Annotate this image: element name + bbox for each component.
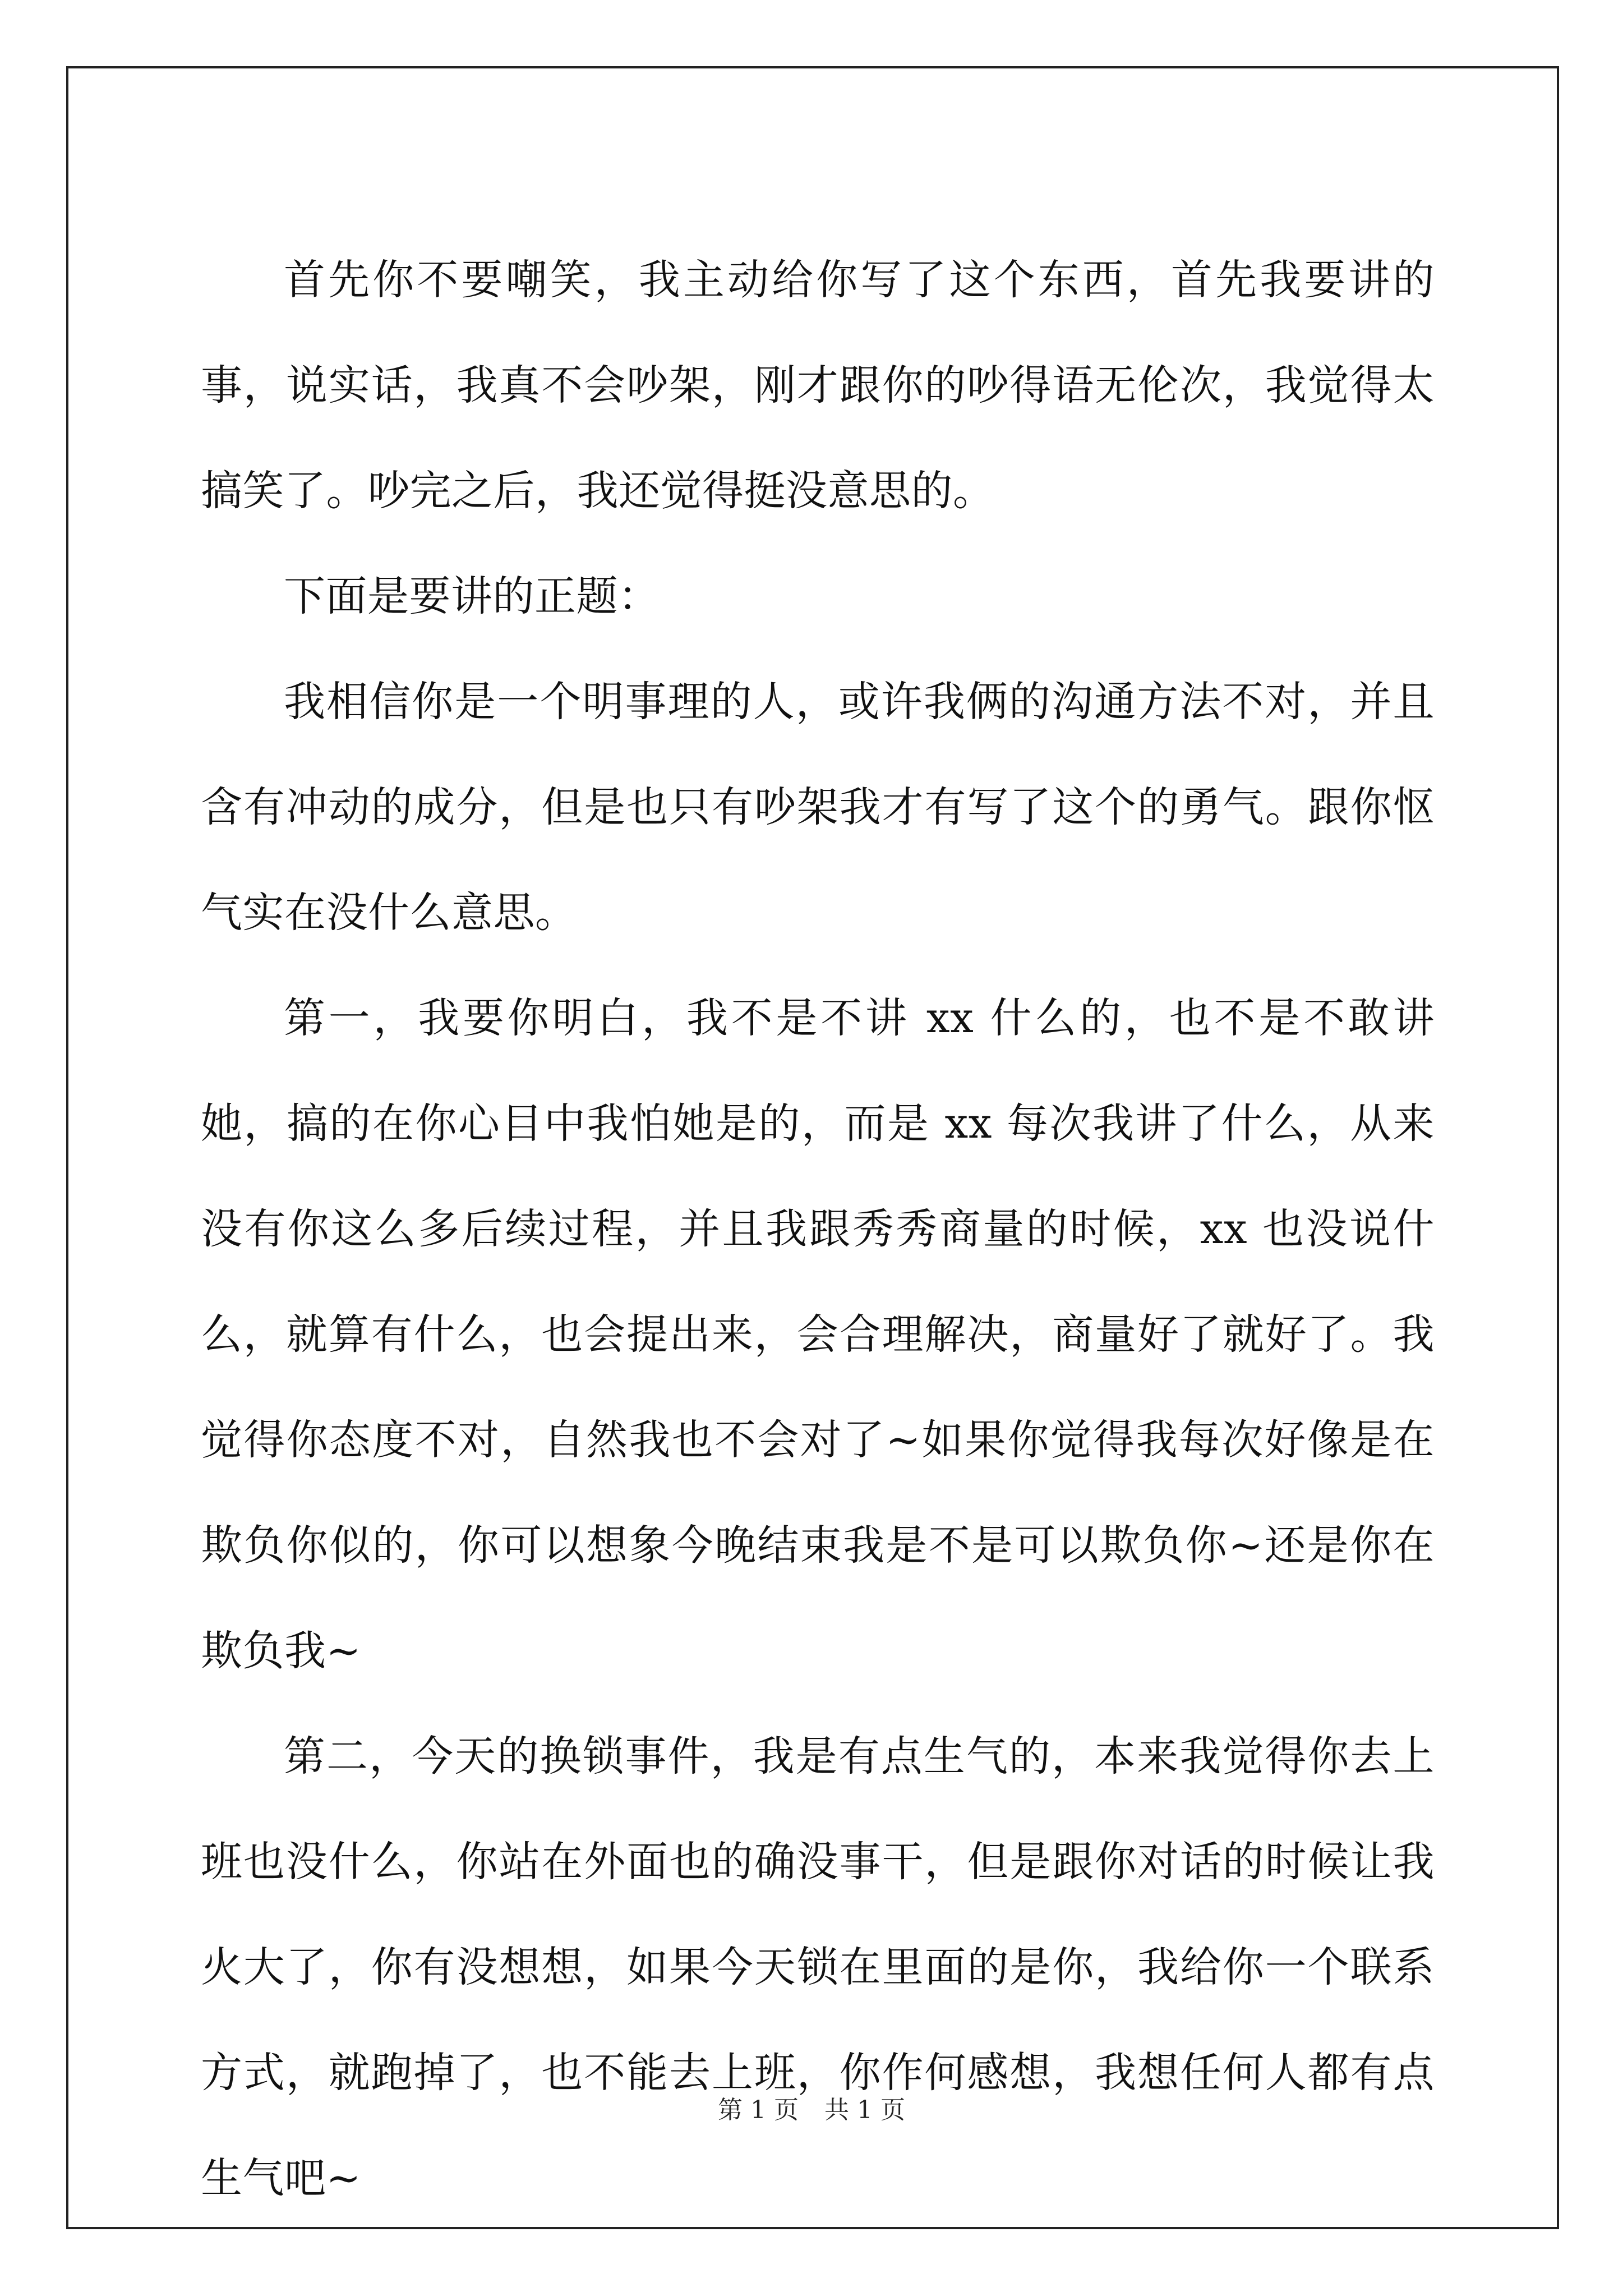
page-number-current: 第 1 页 (718, 2096, 799, 2124)
document-body (201, 227, 1435, 2231)
paragraph-4: 第一，我要你明白，我不是不讲 xx 什么的，也不是不敢讲她，搞的在你心目中我怕她是的，而是 xx 每次我讲了什么，从来没有你这么多后续过程，并且我跟秀秀商量的时候，xx 也没说什么，就算有什么，也会提出来，会合理解决，商量好了就好了。我觉得你态度不对，自然我也不会对了~如果你觉得我每次好像是在欺负你似的，你可以想象今晚结束我是不是可以欺负你~还是你在欺负我~ (201, 994, 1435, 1675)
paragraph-1: 首先你不要嘲笑，我主动给你写了这个东西，首先我要讲的事，说实话，我真不会吵架，刚才跟你的吵得语无伦次，我觉得太搞笑了。吵完之后，我还觉得挺没意思的。 (201, 256, 1435, 515)
paragraph-2: 下面是要讲的正题： (284, 572, 660, 620)
paragraph-5: 第二，今天的换锁事件，我是有点生气的，本来我觉得你去上班也没什么，你站在外面也的确没事干，但是跟你对话的时候让我火大了，你有没想想，如果今天锁在里面的是你，我给你一个联系方式，就跑掉了，也不能去上班，你作何感想，我想任何人都有点生气吧~ (201, 1732, 1435, 2202)
paragraph-3: 我相信你是一个明事理的人，或许我俩的沟通方法不对，并且含有冲动的成分，但是也只有吵架我才有写了这个的勇气。跟你怄气实在没什么意思。 (201, 678, 1435, 937)
page-number-total: 共 1 页 (824, 2096, 905, 2124)
page-footer (0, 2093, 1623, 2127)
